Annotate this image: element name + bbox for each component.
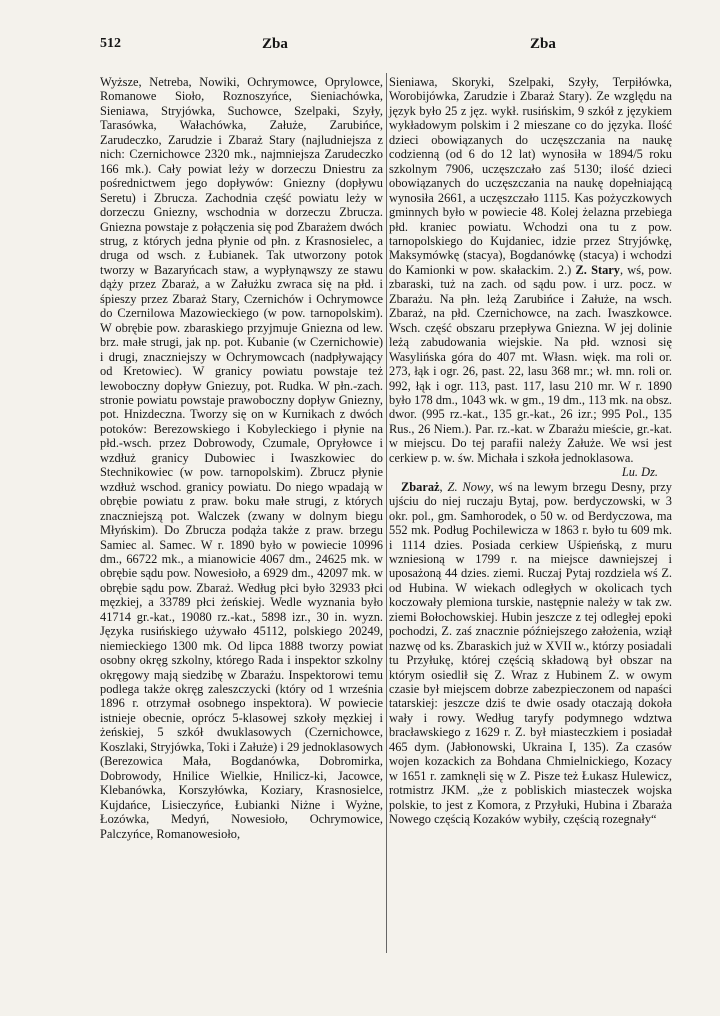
entry-zbaraz-nowy: Zbaraż, Z. Nowy, wś na lewym brzegu Desny, przy ujściu do niej ruczaju Bytaj, pow. berdyczowski, w 3 okr. pol., gm. Samhorodek, o 50 w. od Berdyczowa, ma 552 mk. Podług Pochilewicza w 1863 r. było tu 609 mk. i 1114 dzies. Posiada cerkiew Uśpieńską, z muru wzniesioną w 1799 r. na miejsce dawniejszej i uposażoną 44 dzies. ziemi. Ruczaj Pytaj rozdziela wś Z. od Hubina. W wiekach odległych w okolicach tych koczowały plemiona turskie, następnie należy w tak zw. ziemi Bołochowskiej. Hubin jeszcze z tej odległej epoki pochodzi, Z. zaś znacznie późniejszego założenia, wziął nazwę od ks. Zbaraskich już w XVII w., którzy posiadali tu Przyłukę, której częścią składową był obszar na którym osiedlił się Z. Wraz z Hubinem Z. w owym czasie był miejscem dobrze zabezpieczonem od napaści tatarskiej: jeszcze dziś te dwie osady otaczają dokoła wały i rowy. Według taryfy podymnego wdztwa bracławskiego z 1629 r. Z. był miasteczkiem i posiadał 465 dym. (Jabłonowski, Ukraina I, 135). Za czasów wojen kozackich za Bohdana Chmielnickiego, Kozacy w 1651 r. zamknęli się w Z. Pisze też Łukasz Hulewicz, rotmistrz JKM. „że z pobliskich miasteczek wojska polskie, to jest z Komora, z Przyłuki, Hubina i Zbaraża Nowego częścią Kozaków wybiły, częścią rozegnały“ (389, 479, 672, 827)
column-divider (386, 73, 387, 953)
author-signature: Lu. Dz. (621, 465, 658, 480)
left-column-text: Wyższe, Netreba, Nowiki, Ochrymowce, Oprylowce, Romanowe Sioło, Roznoszyńce, Sieniachówka, Sieniawa, Stryjówka, Suchowce, Szelpaki, Szyły, Tarasówka, Wałachówka, Załuże, Zarubińce, Zarudeczko, Zarudzie i Zbaraż Stary (najludniejsza z nich: Czernichowce 2320 mk., najmniejsza Zarudeczko 166 mk.). Cały powiat leży w dorzeczu Dniestru za pośrednictwem jego dopływów: Gniezny (dopływu Seretu) i Zbrucza. Zachodnia część powiatu leży w dorzeczu Gniezny, wschodnia w dorzeczu Zbrucza. Gniezna powstaje z połączenia się pod Zbarażem dwóch strug, z których jedna płynie od płn. z Krasnosielec, a druga od wsch. z Łubianek. Tak utworzony potok tworzy w Bazaryńcach staw, a wypłynąwszy ze stawu dąży przez Zbaraż, a w Załużku zwraca się na płd. i śpieszy przez Zbaraż Stary, Czernichów i Ochrymowce do Czernilowa Mazowieckiego (w pow. tarnopolskim). W obrębie pow. zbaraskiego przyjmuje Gniezna od lew. brz. małe strugi, jak np. pot. Kubanie (w Czernichowie) i drugi, znaczniejszy w Ochrymowcach (nadpływający od Kretowiec). W granicy powiatu powstaje też lewoboczny dopływ Gniezuy, pot. Rudka. W płn.-zach. stronie powiatu powstaje prawoboczny dopływ Gniezny, pot. Hnizdeczna. Tworzy się on w Kurnikach z dwóch potoków: Berezowskiego i Kobyleckiego i płynie na płd.-wsch. przez Dobrowody, Czumale, Opryłowce i wzdłuż granicy Dubowiec i Iwaszkowiec do Stechnikowiec (w pow. tarnopolskim). Zbrucz płynie wzdłuż wschod. granicy powiatu. Do niego wpadają w obrębie powiatu z praw. boku małe strugi, z których znaczniejszą pot. Walczek (zwany w dolnym biegu Młyńskim). Do Zbrucza podąża także z praw. brzegu Samiec al. Samec. W r. 1890 było w powiecie 10996 dm., 66722 mk., a mianowicie 4067 dm., 24625 mk. w obrębie sądu pow. Nowesioło, a 6929 dm., 42097 mk. w obrębie sądu pow. Zbaraż. Według płci było 32933 płci męzkiej, a 33789 płci żeńskiej. Wedle wyznania było 41714 gr.-kat., 19080 rz.-kat., 5898 izr., 30 in. wyzn. Języka rusińskiego używało 45112, polskiego 20249, niemieckiego 1300 mk. Od lipca 1888 tworzy powiat osobny okręg szkolny, którego Rada i inspektor szkolny okręgowy mają siedzibę w Zbarażu. Inspektorowi temu podlega także okręg zaleszczycki (który od 1 września 1896 r. otrzymał osobnego inspektora). W powiecie istnieje obecnie, oprócz 5-klasowej szkoły męzkiej i żeńskiej, 5 szkół dwuklasowych (Czernichowce, Koszlaki, Stryjówka, Toki i Załuże) i 29 jednoklasowych (Berezowica Mała, Bogdanówka, Dobromirka, Dobrowody, Hnilice Wielkie, Hnilicz-ki, Jacowce, Klebanówka, Korszyłówka, Koziary, Krasnosielce, Kujdańce, Lisieczyńce, Łubianki Niżne i Wyżne, Łozówka, Medyń, Nowesioło, Ochrymowice, Palczyńce, Romanowesioło, (100, 75, 383, 841)
right-running-title: Zba (530, 36, 556, 52)
entry-title: Zbaraż (401, 479, 440, 494)
entry-subtitle: Z. Nowy (447, 479, 491, 494)
right-column (389, 75, 672, 827)
subentry-text: , wś, pow. zbaraski, tuż na zach. od sądu pow. i urz. pocz. w Zbarażu. Na płn. leżą Zarubińce i Załuże, na wsch. Zbaraż, na płd. Czernichowce, na zach. Iwaszkowce. Wsch. część obszaru przepływa Gniezna. W jej dolinie leżą zabudowania wiejskie. Na płd. wznosi się Wasylińska góra do 407 mt. Własn. więk. ma roli or. 273, łąk i ogr. 26, past. 22, lasu 368 mr.; wł. mn. roli or. 992, łąk i ogr. 113, past. 117, lasu 210 mr. W r. 1890 było 178 dm., 1043 wk. w gm., 19 dm., 113 mk. na obsz. dwor. (995 rz.-kat., 135 gr.-kat., 26 izr.; 995 Pol., 135 Rus., 26 Niem.). Par. rz.-kat. w Zbarażu mieście, gr.-kat. w miejscu. Do tej parafii należy Załuże. We wsi jest cerkiew p. w. św. Michała i szkoła jednoklasowa. (389, 262, 673, 465)
entry-continuation (389, 75, 672, 465)
subentry-label: Z. Stary (575, 262, 620, 277)
entry-continuation-text: Sieniawa, Skoryki, Szelpaki, Szyły, Terpiłówka, Worobijówka, Zarudzie i Zbaraż Stary). Ze względu na język było 25 z jęz. wykł. rusińskim, 9 szkół z językiem wykładowym polskim i 2 mieszane co do języka. Ilość dzieci obowiązanych do uczęszczania na naukę codzienną (od 6 do 12 lat) wynosiła w 1894/5 roku szkolnym 7906, uczęszczało zaś 5130; ilość dzieci obowiązanych do uczęszczania na naukę dopełniającą wynosiła 2661, a uczęszczało 1115. Kas pożyczkowych gminnych było w powiecie 48. Kolej żelazna przebiega płd. kraniec powiatu. Wchodzi ona tu z pow. tarnopolskiego do Kujdaniec, idzie przez Stryjówkę, Maksymówkę (stacya), Bogdanówkę (stacya) i wchodzi do Kamionki w pow. skałackim. 2.) (389, 75, 672, 277)
left-running-title: Zba (262, 36, 288, 52)
running-header (0, 36, 720, 64)
left-column (100, 75, 383, 841)
page-number: 512 (100, 36, 121, 51)
entry-text: , wś na lewym brzegu Desny, przy ujściu do niej ruczaju Bytaj, pow. berdyczowski, w 3 okr. pol., gm. Samhorodek, o 50 w. od Berdyczowa, ma 552 mk. Podług Pochilewicza w 1863 r. było tu 609 mk. i 1114 dzies. Posiada cerkiew Uśpieńską, z muru wzniesioną w 1799 r. na miejsce dawniejszej i uposażoną 44 dzies. ziemi. Ruczaj Pytaj rozdziela wś Z. od Hubina. W wiekach odległych w okolicach tych koczowały plemiona turskie, następnie należy w tak zw. ziemi Bołochowskiej. Hubin jeszcze z tej odległej epoki pochodzi, Z. zaś znacznie późniejszego założenia, wziął nazwę od ks. Zbaraskich już w XVII w., którzy posiadali tu Przyłukę, której częścią składową był obszar na którym osiedlił się Z. Wraz z Hubinem Z. w owym czasie był miejscem dobrze zabezpieczonem od napaści tatarskiej: jeszcze dziś te dwie osady otaczają dokoła wały i rowy. Według taryfy podymnego wdztwa bracławskiego z 1629 r. Z. był miasteczkiem i posiadał 465 dym. (Jabłonowski, Ukraina I, 135). Za czasów wojen kozackich za Bohdana Chmielnickiego, Kozacy w 1651 r. zamknęli się w Z. Pisze też Łukasz Hulewicz, rotmistrz JKM. „że z pobliskich miasteczek wojska polskie, to jest z Komora, z Przyłuki, Hubina i Zbaraża Nowego częścią Kozaków wybiły, częścią rozegnały“ (389, 479, 672, 827)
